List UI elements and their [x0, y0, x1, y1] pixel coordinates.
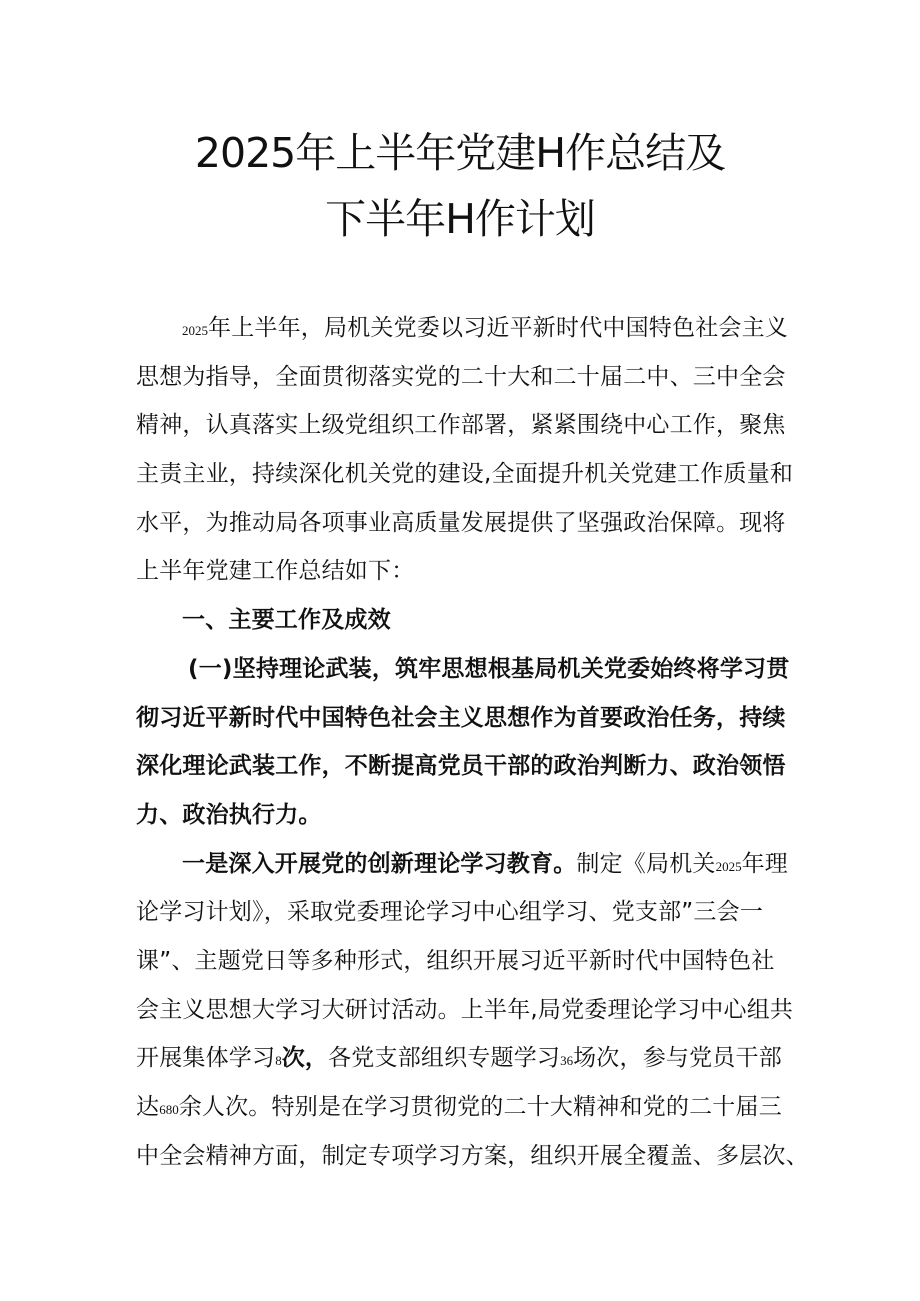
paragraph-line-7: 中全会精神方面，制定专项学习方案，组织开展全覆盖、多层次、 [136, 1142, 809, 1169]
document-title [0, 120, 920, 252]
title-line-1: 2025年上半年党建H作总结及 [194, 129, 726, 177]
paragraph-line-5 [136, 1034, 796, 1083]
year-number: 2025 [182, 323, 208, 338]
section-heading: 一、主要工作及成效 [182, 607, 391, 634]
intro-line-4: 主责主业，持续深化机关党的建设,全面提升机关党建工作质量和 [136, 461, 794, 488]
paragraph-line-5-c: 各党支部组织专题学习 [328, 1045, 561, 1072]
paragraph-line-6 [136, 1083, 796, 1132]
intro-line-1 [136, 304, 796, 353]
paragraph-line-4: 会主义思想大学习大研讨活动。上半年,局党委理论学习中心组共 [136, 996, 794, 1023]
paragraph-lead-bold: 一是深入开展党的创新理论学习教育。 [182, 850, 577, 877]
paragraph-line-2: 论学习计划》，采取党委理论学习中心组学习、党支部”三会一 [136, 899, 764, 926]
paragraph-line-5-a: 开展集体学习 [136, 1045, 276, 1072]
document-body [136, 304, 809, 1180]
paragraph-line-6-b: 余人次。特别是在学习贯彻党的二十大精神和党的二十届三 [178, 1094, 782, 1120]
paragraph-line-5-d: 场次，参与党员干部 [573, 1045, 782, 1072]
participant-count-number: 680 [159, 1102, 179, 1117]
intro-line-6: 上半年党建工作总结如下： [136, 558, 415, 585]
intro-line-3: 精神，认真落实上级党组织工作部署，紧紧围绕中心工作，聚焦 [136, 412, 786, 439]
paragraph-line-6-a: 达 [136, 1094, 160, 1120]
paragraph-line-3: 课”、主题党日等多种形式，组织开展习近平新时代中国特色社 [136, 947, 775, 974]
subsection-line-2: 彻习近平新时代中国特色社会主义思想作为首要政治任务，持续 [136, 704, 786, 731]
study-count-number: 8 [275, 1053, 282, 1069]
session-count-number: 36 [560, 1053, 574, 1069]
intro-line-5: 水平，为推动局各项事业高质量发展提供了坚强政治保障。现将 [136, 509, 786, 536]
subsection-line-3: 深化理论武装工作，不断提高党员干部的政治判断力、政治领悟 [136, 753, 786, 780]
intro-line-2: 思想为指导，全面贯彻落实党的二十大和二十届二中、三中全会 [136, 363, 786, 390]
paragraph-line-1-b: 年理 [741, 850, 789, 877]
paragraph-line-1 [136, 840, 796, 889]
title-line-2: 下半年H作计划 [325, 195, 595, 243]
intro-line-1-text: 年上半年，局机关党委以习近平新时代中国特色社会主义 [208, 315, 788, 341]
paragraph-line-1-a: 制定《局机关 [576, 850, 716, 877]
plan-year-number: 2025 [715, 858, 742, 874]
subsection-line-1: (一)坚持理论武装，筑牢思想根基局机关党委始终将学习贯 [188, 655, 790, 682]
paragraph-line-5-b: 次， [281, 1045, 329, 1072]
subsection-line-4: 力、政治执行力。 [136, 801, 322, 828]
